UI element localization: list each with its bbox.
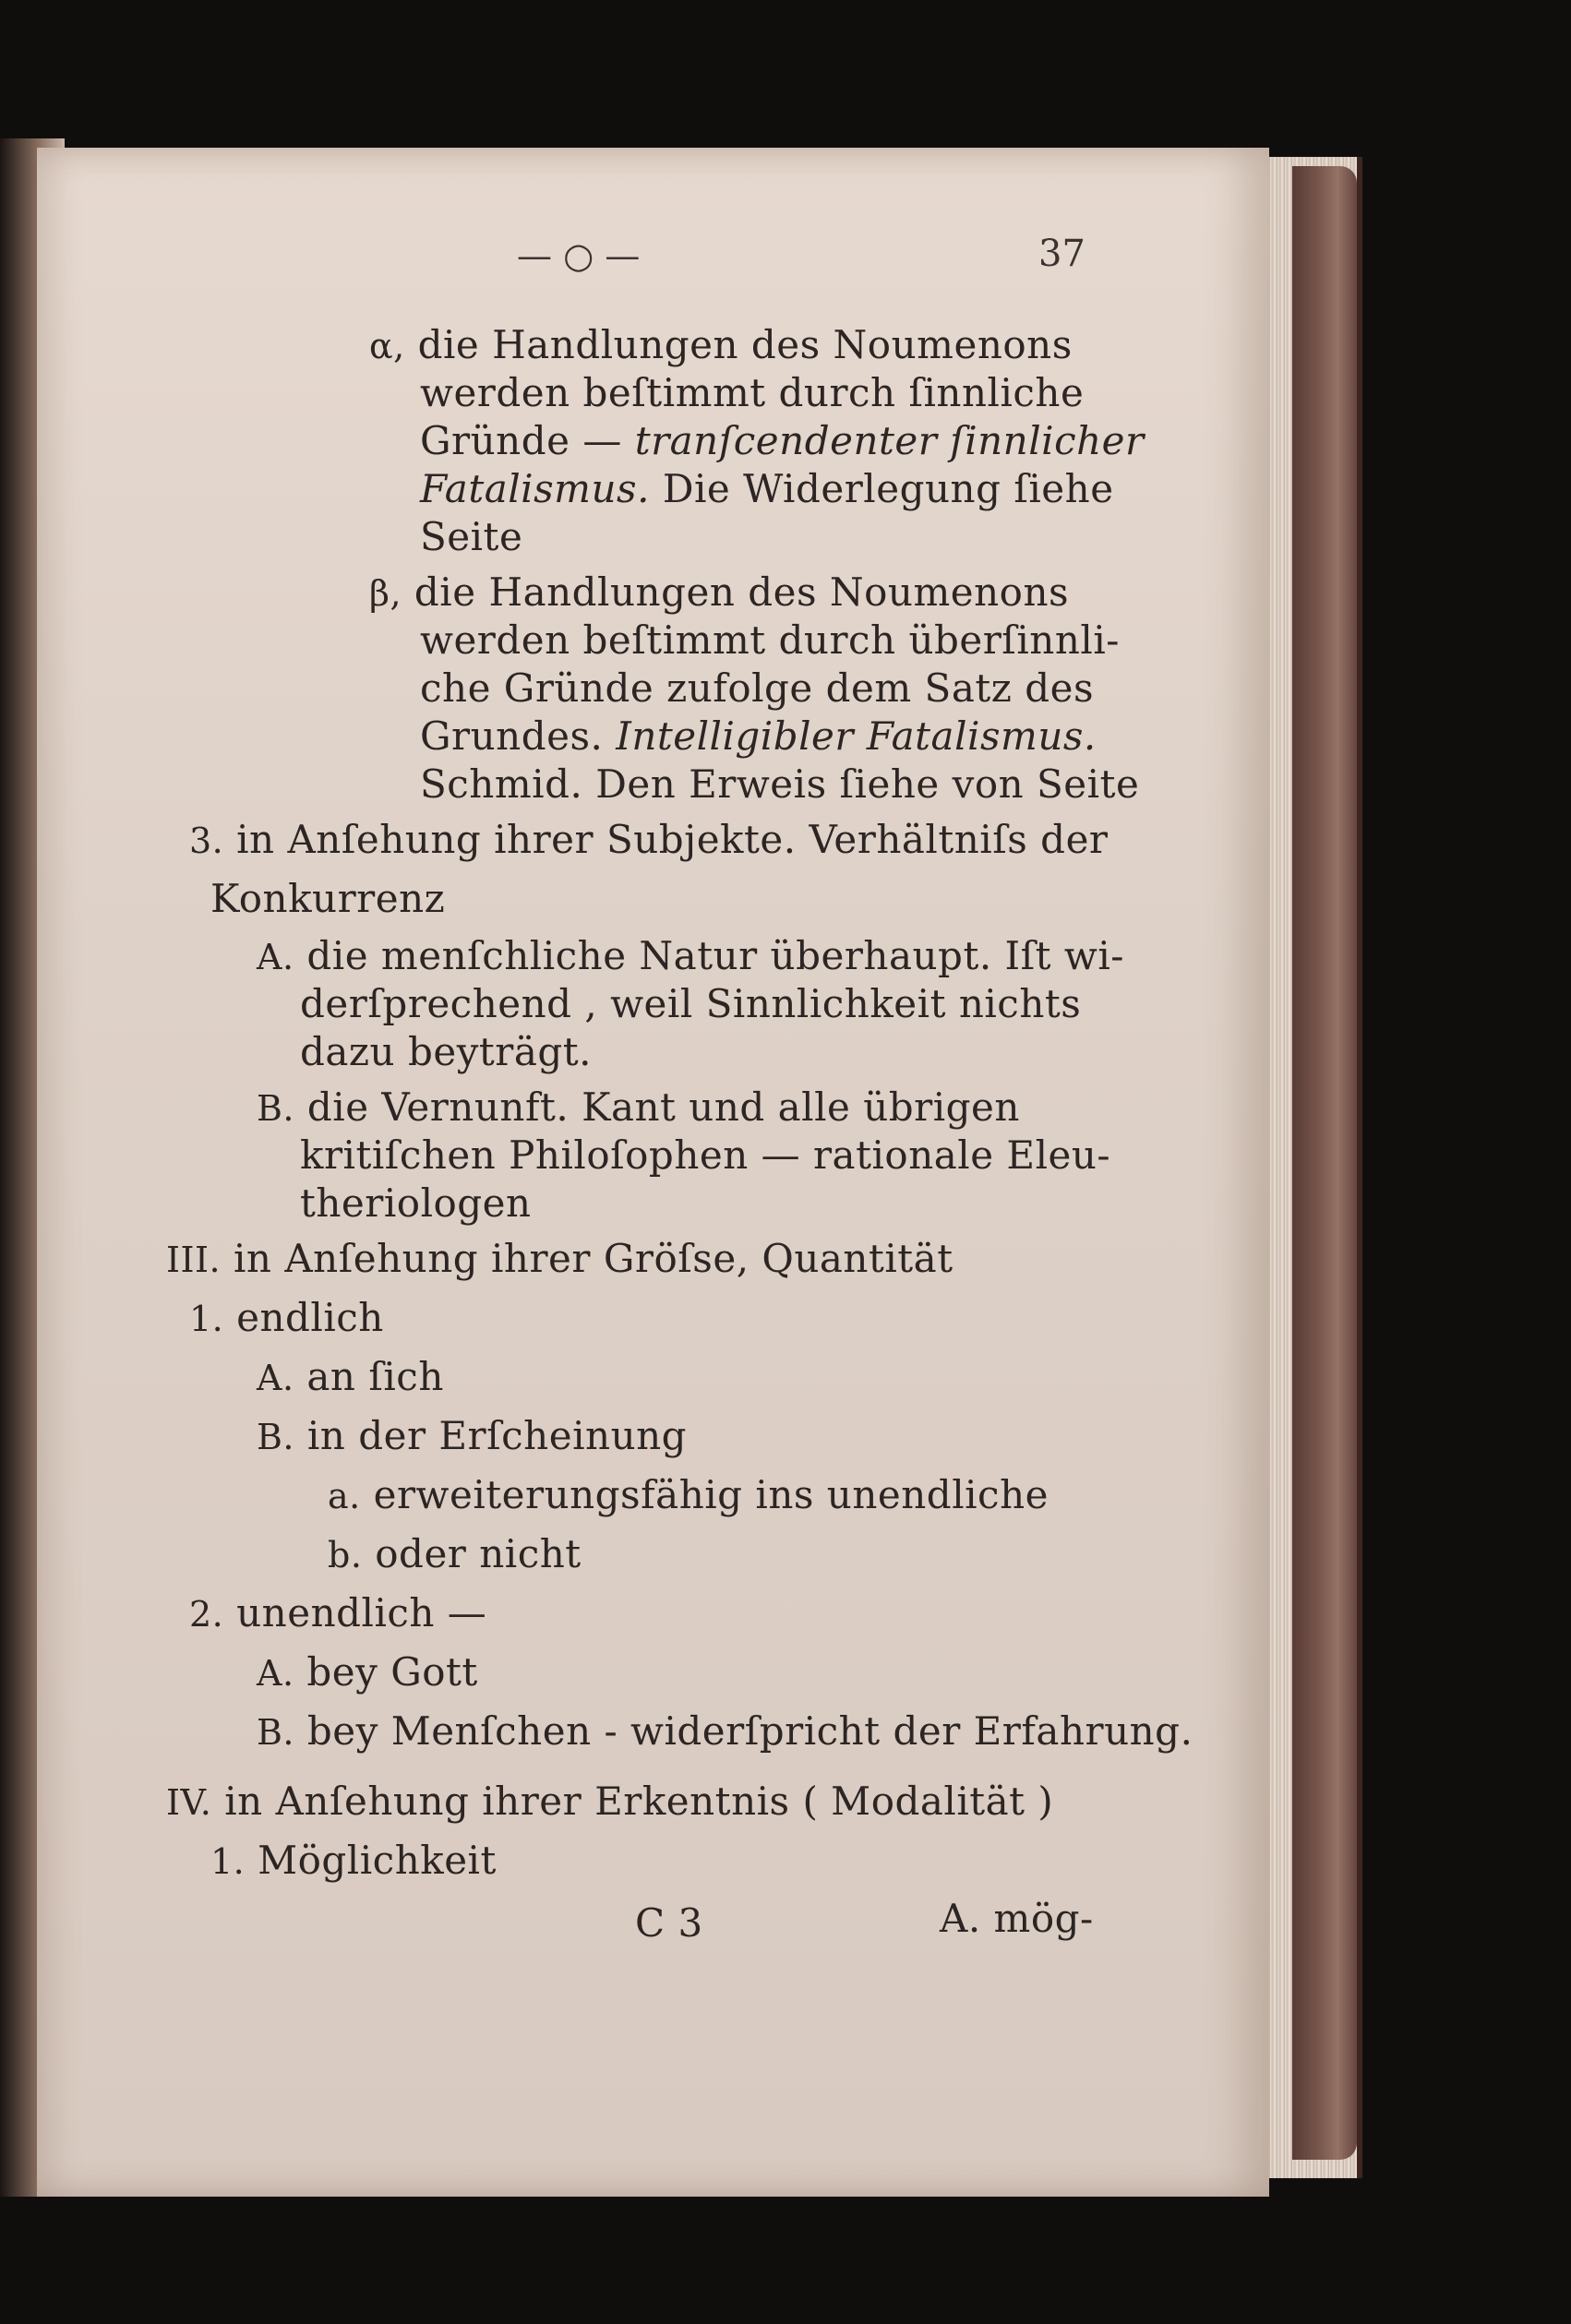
entry-line (257, 1085, 1020, 1131)
entry-line (328, 1532, 582, 1577)
entry-text: endlich (236, 1295, 384, 1340)
entry-text: an ſich (306, 1354, 444, 1399)
entry-line (369, 570, 1069, 616)
page-number: 37 (1038, 233, 1085, 275)
list-marker: B. (257, 1712, 295, 1753)
list-marker: 1. (189, 1299, 224, 1339)
signature-mark: C 3 (635, 1900, 703, 1946)
entry-line (210, 1839, 497, 1884)
entry-text: in Anſehung ihrer Erkentnis ( Modalität ) (224, 1779, 1054, 1824)
list-marker: a. (328, 1476, 361, 1516)
entry-line (420, 419, 1145, 463)
list-marker: 1. (210, 1841, 246, 1882)
entry-line: derſprechend , weil Sinnlichkeit nichts (300, 981, 1082, 1026)
entry-text: bey Menſchen - widerſpricht der Erfahrung. (306, 1708, 1193, 1754)
entry-text: die Handlungen des Noumenons (417, 322, 1073, 367)
list-marker: III. (166, 1240, 222, 1280)
entry-text: oder nicht (375, 1531, 582, 1576)
entry-line (189, 1591, 486, 1636)
entry-line: werden beſtimmt durch ſinnliche (420, 370, 1085, 415)
entry-text: Möglichkeit (258, 1838, 497, 1883)
list-marker: B. (257, 1417, 295, 1457)
entry-line: Seite (420, 514, 523, 559)
entry-line (189, 818, 1109, 863)
entry-line (257, 1414, 687, 1459)
entry-text: die Handlungen des Noumenons (414, 569, 1070, 615)
entry-line (420, 714, 1097, 759)
catchword: A. mög- (940, 1896, 1094, 1941)
entry-text: Die Widerlegung ſiehe (662, 466, 1114, 511)
entry-text-italic: tranſcendenter ſinnlicher (634, 418, 1145, 463)
entry-text: bey Gott (306, 1649, 478, 1695)
list-marker: 2. (189, 1594, 224, 1635)
entry-line: che Gründe zufolge dem Satz des (420, 665, 1095, 711)
entry-text: in Anſehung ihrer Gröſse, Quantität (233, 1236, 953, 1281)
entry-text: in Anſehung ihrer Subjekte. Verhältniſs der (236, 817, 1109, 862)
entry-text: die menſchliche Natur überhaupt. Iſt wi- (306, 933, 1124, 978)
entry-line: kritiſchen Philoſophen — rationale Eleu- (300, 1132, 1111, 1178)
entry-text-italic: Intelligibler Fatalismus. (616, 713, 1097, 759)
entry-text: Gründe — (420, 418, 622, 463)
list-marker: β, (369, 573, 402, 614)
entry-line (189, 1296, 384, 1341)
entry-text-italic: Fatalismus. (420, 466, 650, 511)
entry-line (420, 467, 1114, 511)
entry-line: dazu beyträgt. (300, 1029, 593, 1074)
entry-line (369, 323, 1073, 368)
list-marker: A. (257, 1653, 294, 1694)
entry-text: erweiterungsfähig ins unendliche (373, 1472, 1049, 1517)
book-cover-edge (1292, 166, 1357, 2160)
entry-line (257, 1650, 478, 1695)
list-marker: α, (369, 326, 405, 366)
entry-line (257, 934, 1124, 979)
entry-text: die Vernunft. Kant und alle übrigen (306, 1084, 1020, 1130)
list-marker: B. (257, 1088, 295, 1129)
entry-line: Konkurrenz (210, 876, 446, 921)
page-header-ornament: — ○ — (517, 235, 641, 276)
entry-line (166, 1237, 953, 1282)
entry-line: werden beſtimmt durch überſinnli- (420, 617, 1120, 663)
list-marker: A. (257, 1358, 294, 1398)
entry-text: in der Erſcheinung (306, 1413, 688, 1458)
entry-line (166, 1779, 1053, 1825)
list-marker: b. (328, 1535, 363, 1575)
list-marker: A. (257, 937, 294, 977)
list-marker: IV. (166, 1782, 212, 1823)
entry-line: Schmid. Den Erweis ſiehe von Seite (420, 761, 1140, 807)
entry-line (328, 1473, 1049, 1518)
entry-line (257, 1709, 1193, 1755)
entry-text: Grundes. (420, 713, 604, 759)
list-marker: 3. (189, 821, 224, 861)
entry-text: unendlich — (236, 1590, 487, 1635)
entry-line (257, 1355, 444, 1400)
entry-line: theriologen (300, 1180, 532, 1226)
